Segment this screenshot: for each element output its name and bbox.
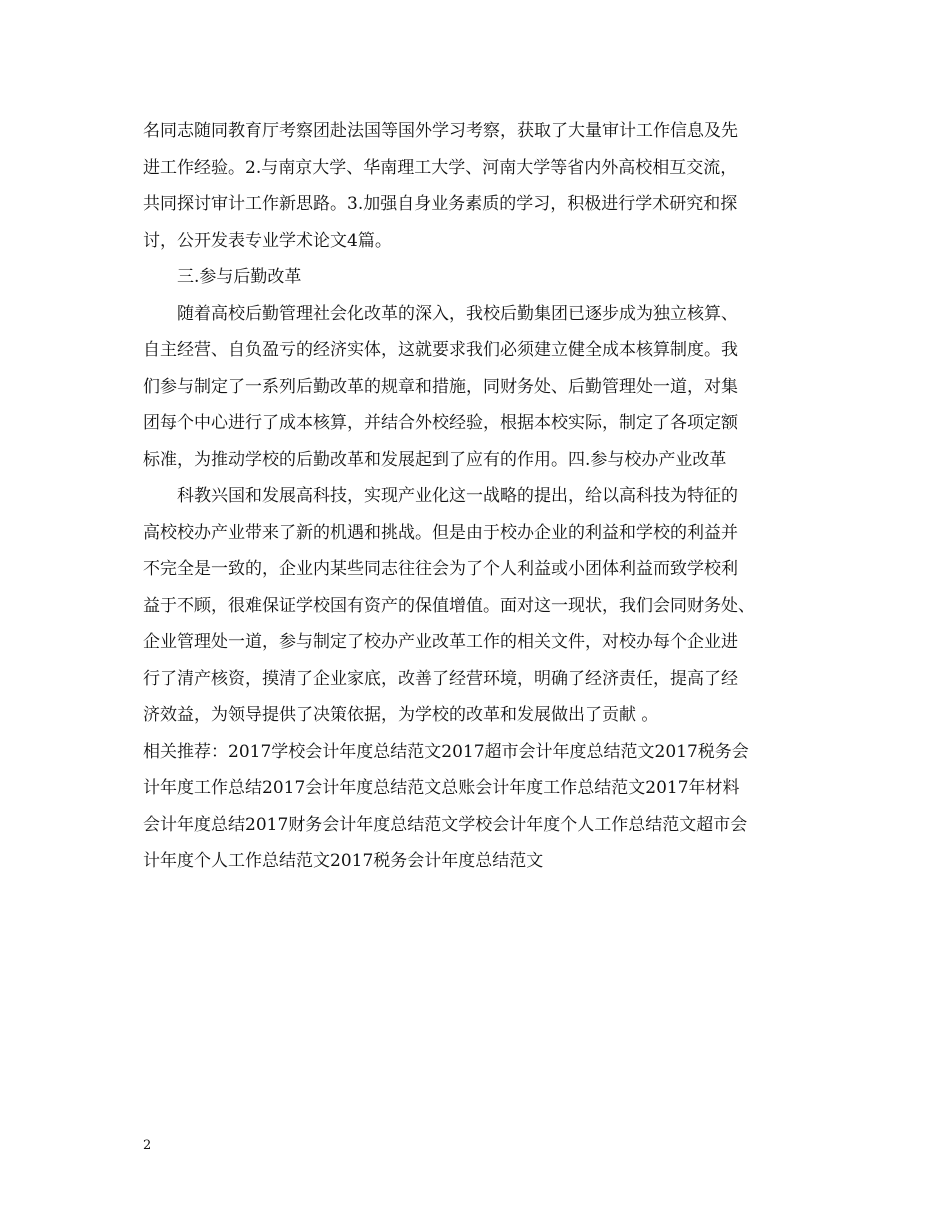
text-line: 企业管理处一道，参与制定了校办产业改革工作的相关文件，对校办每个企业进 [143,632,738,652]
related-links: 相关推荐：2017学校会计年度总结范文2017超市会计年度总结范文2017税务会 [143,741,749,762]
text-line: 团每个中心进行了成本核算，并结合外校经验，根据本校实际，制定了各项定额 [143,413,738,433]
related-links: 计年度工作总结2017会计年度总结范文总账会计年度工作总结范文2017年材料 [143,778,740,798]
text-line: 高校校办产业带来了新的机遇和挑战。但是由于校办企业的利益和学校的利益并 [143,522,738,543]
related-links: 会计年度总结2017财务会计年度总结范文学校会计年度个人工作总结范文超市会 [143,814,748,835]
text-line: 名同志随同教育厅考察团赴法国等国外学习考察，获取了大量审计工作信息及先 [143,121,738,141]
text-line: 标准，为推动学校的后勤改革和发展起到了应有的作用。四.参与校办产业改革 [143,449,727,470]
text-line: 讨，公开发表专业学术论文4篇。 [143,230,392,251]
body-text [143,113,808,880]
section-heading: 三.参与后勤改革 [177,267,302,287]
text-line: 不完全是一致的，企业内某些同志往往会为了个人利益或小团体利益而致学校利 [143,559,738,579]
text-line: 随着高校后勤管理社会化改革的深入，我校后勤集团已逐步成为独立核算、 [177,303,738,324]
text-line: 济效益，为领导提供了决策依据，为学校的改革和发展做出了贡献 。 [143,705,659,725]
text-line: 们参与制定了一系列后勤改革的规章和措施，同财务处、后勤管理处一道，对集 [143,376,738,397]
text-line: 自主经营、自负盈亏的经济实体，这就要求我们必须建立健全成本核算制度。我 [143,340,738,360]
text-line: 科教兴国和发展高科技，实现产业化这一战略的提出，给以高科技为特征的 [177,486,738,506]
page-number: 2 [143,1138,152,1153]
text-line: 共同探讨审计工作新思路。3.加强自身业务素质的学习，积极进行学术研究和探 [143,194,738,214]
text-line: 行了清产核资，摸清了企业家底，改善了经营环境，明确了经济责任，提高了经 [143,668,738,689]
text-line: 进工作经验。2.与南京大学、华南理工大学、河南大学等省内外高校相互交流， [143,157,738,178]
text-line: 益于不顾，很难保证学校国有资产的保值增值。面对这一现状，我们会同财务处、 [143,595,755,616]
related-links: 计年度个人工作总结范文2017税务会计年度总结范文 [143,851,544,871]
